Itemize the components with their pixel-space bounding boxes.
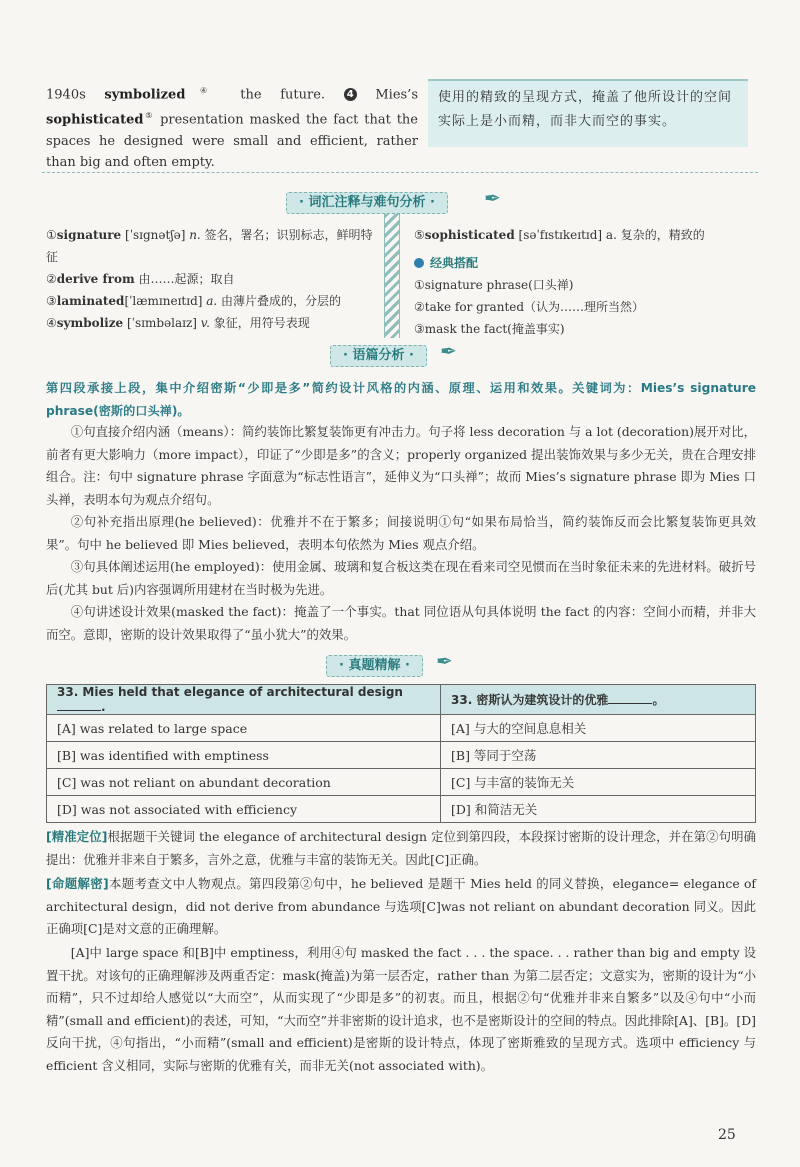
vocab-item: ④symbolize [ˈsɪmbəlaɪz] v. 象征，用符号表现 (46, 316, 310, 330)
collocation-item: ③mask the fact(掩盖事实) (414, 322, 565, 336)
collocation-heading: 经典搭配 (414, 252, 754, 274)
table-row (47, 715, 756, 742)
question-table (46, 684, 756, 823)
table-row (47, 742, 756, 769)
divider (42, 172, 758, 173)
option-en: [C] was not reliant on abundant decoration (47, 769, 441, 796)
bullet-icon (414, 258, 424, 268)
question-stem-zh: 33. 密斯认为建筑设计的优雅 。 (441, 685, 756, 715)
discourse-paragraph: ①句直接介绍内涵（means）：简约装饰比繁复装饰更有冲击力。句子将 less decoration 与 a lot (decoration)展开对比，前者有更大影响力（more impact），印证了“少即是多”的含义；properly organized 提出装饰效果与多少无关，贵在合理安排组合。注：句中 signature phrase 字面意为“标志性语言”，延伸义为“口头禅”；故而 Mies’s signature phrase 即为 Mies 口头禅，表明本句为观点介绍句。 (46, 424, 756, 507)
sentence-number-badge: 4 (344, 88, 357, 101)
option-zh: [C] 与丰富的装饰无关 (441, 769, 756, 796)
vocab-item: ③laminated[ˈlæmɪneɪtɪd] a. 由薄片叠成的，分层的 (46, 294, 342, 308)
section-title-exam: · 真题精解 · (326, 655, 423, 677)
vocab-item: ①signature [ˈsɪgnətʃə] n. 签名，署名；识别标志，鲜明特征 (46, 228, 373, 264)
discourse-paragraph: ④句讲述设计效果(masked the fact)：掩盖了一个事实。that 同位语从句具体说明 the fact 的内容：空间小而精，并非大而空。意即，密斯的设计效果取得了“虽小犹大”的效果。 (46, 604, 756, 642)
feather-pen-icon: ✒ (484, 186, 501, 210)
passage-text: 1940s symbolized④ the future. 4 Mies’s sophisticated⑤ presentation masked the fact that the spaces he designed were small and efficient, rather than big and often empty. (46, 86, 419, 170)
table-row (47, 685, 756, 715)
vocab-item: ②derive from 由……起源；取自 (46, 272, 235, 286)
collocation-item: ①signature phrase(口头禅) (414, 278, 574, 292)
option-zh: [B] 等同于空荡 (441, 742, 756, 769)
discourse-paragraph: ②句补充指出原理(he believed)：优雅并不在于繁多；间接说明①句“如果布局恰当，简约装饰反而会比繁复装饰更具效果”。句中 he believed 即 Mies believed，表明本句依然为 Mies 观点介绍。 (46, 514, 756, 552)
analysis-paragraph: [命题解密]本题考查文中人物观点。第四段第②句中，he believed 是题干 Mies held 的同义替换，elegance= elegance of architectural design，did not derive from abundance 与选项[C]was not reliant on abundant decoration 同义。因此正确项[C]是对文意的正确理解。 (46, 876, 757, 936)
option-zh: [A] 与大的空间息息相关 (441, 715, 756, 742)
option-en: [D] was not associated with efficiency (47, 796, 441, 823)
section-title-discourse: · 语篇分析 · (330, 345, 427, 367)
decorative-divider (384, 214, 400, 338)
option-zh: [D] 和简洁无关 (441, 796, 756, 823)
vocab-list (46, 224, 376, 334)
translation-box: 使用的精致的呈现方式，掩盖了他所设计的空间实际上是小而精，而非大而空的事实。 (428, 79, 748, 147)
option-en: [A] was related to large space (47, 715, 441, 742)
question-stem-en: 33. Mies held that elegance of architectural design . (47, 685, 441, 715)
collocation-item: ②take for granted（认为……理所当然） (414, 300, 645, 314)
table-row (47, 769, 756, 796)
vocab-item: ⑤sophisticated [səˈfɪstɪkeɪtɪd] a. 复杂的，精致的 (414, 228, 705, 242)
section-title-vocab: · 词汇注释与难句分析 · (286, 192, 448, 214)
feather-pen-icon: ✒ (436, 649, 453, 673)
discourse-paragraph: ③句具体阐述运用(he employed)：使用金属、玻璃和复合板这类在现在看来司空见惯而在当时象征未来的先进材料。破折号后(尤其 but 后)内容强调所用建材在当时极为先进。 (46, 559, 756, 597)
discourse-lead: 第四段承接上段，集中介绍密斯“少即是多”简约设计风格的内涵、原理、运用和效果。关键词为：Mies’s signature phrase(密斯的口头禅)。 (46, 381, 756, 418)
table-row (47, 796, 756, 823)
option-en: [B] was identified with emptiness (47, 742, 441, 769)
feather-pen-icon: ✒ (440, 339, 457, 363)
analysis-paragraph: [精准定位]根据题干关键词 the elegance of architectural design 定位到第四段，本段探讨密斯的设计理念，并在第②句明确提出：优雅并非来自于繁多，言外之意，优雅与丰富的装饰无关。因此[C]正确。 (46, 829, 757, 867)
page-number: 25 (718, 1127, 736, 1143)
vocab-right (414, 224, 754, 340)
analysis-paragraph: [A]中 large space 和[B]中 emptiness，利用④句 masked the fact . . . the space. . . rather than big and empty 设置干扰。对该句的正确理解涉及两重否定：mask(掩盖)为第一层否定，rather than 为第二层否定；文意实为，密斯的设计为“小而精”，只不过却给人感觉以“大而空”，从而实现了“少即是多”的初衷。而且，根据②句“优雅并非来自繁多”以及④句中“小而精”(small and efficient)的表述，可知，“大而空”并非密斯的设计追求，也不是密斯设计的空间的特点。因此排除[A]、[B]。[D]反向干扰，④句指出，“小而精”(small and efficient)是密斯的设计特点，体现了密斯雅致的呈现方式。选项中 efficiency 与 efficient 含义相同，实际与密斯的优雅有关，而非无关(not associated with)。 (46, 945, 756, 1073)
